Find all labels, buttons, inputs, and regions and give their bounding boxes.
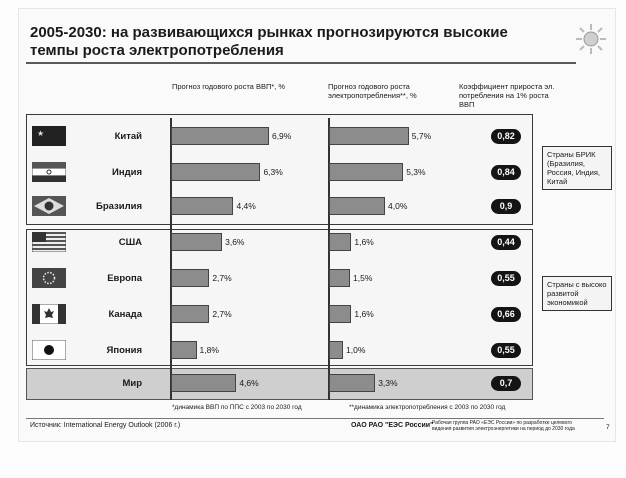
gdp-value-label: 2,7% [212,273,232,283]
sun-logo-icon [574,22,608,56]
electricity-bar [329,233,351,251]
coefficient-badge: 0,9 [491,199,521,214]
electricity-bar [329,197,385,215]
svg-text:★: ★ [37,129,45,138]
gdp-value-label: 2,7% [212,309,232,319]
flag-india-icon [32,162,66,182]
electricity-value-label: 1,6% [354,237,374,247]
title-line-2: темпы роста электропотребления [30,42,284,59]
title-line-1: 2005-2030: на развивающихся рынках прогнозируются высокие [30,24,508,41]
footer-rule [26,418,604,419]
electricity-value-label: 1,6% [354,309,374,319]
electricity-bar [329,163,403,181]
page-number: 7 [606,424,610,431]
country-label: Бразилия [95,201,142,212]
flag-japan-icon [32,340,66,360]
flag-usa-icon [32,232,66,252]
label-developed: Страны с высоко развитой экономикой [542,276,612,311]
country-label: США [118,237,142,248]
gdp-value-label: 4,6% [239,378,259,388]
electricity-value-label: 3,3% [378,378,398,388]
coefficient-badge: 0,66 [491,307,521,322]
electricity-value-label: 5,7% [411,131,432,141]
country-label: Япония [106,345,142,356]
gdp-value-label: 1,8% [199,345,219,355]
org-name: ОАО РАО "ЕЭС России" [351,422,434,429]
column-header-gdp: Прогноз годового роста ВВП*, % [172,82,286,91]
gdp-bar [171,374,236,392]
title-rule [26,62,576,64]
slide-title [30,24,550,60]
country-label: Индия [112,167,142,178]
flag-china-icon [32,126,66,146]
column-header-coefficient: Коэффициент прироста эл. потребления на 1% роста ВВП [459,82,555,109]
gdp-bar [171,127,269,145]
coefficient-badge: 0,7 [491,376,521,391]
country-label: Европа [107,273,142,284]
footnote-gdp: *динамика ВВП по ППС с 2003 по 2030 год [172,404,302,411]
column-header-electricity: Прогноз годового роста электропотребления**, % [328,82,417,100]
workgroup-note: Рабочая группа РАО «ЕЭС России» по разработке целевого видения развития электроэнергетики на период до 2030 года [432,420,575,432]
electricity-bar [329,305,351,323]
electricity-bar [329,341,343,359]
gdp-bar [171,163,260,181]
coefficient-badge: 0,82 [491,129,521,144]
gdp-bar [171,341,197,359]
source-note: Источник: International Energy Outlook (2006 г.) [30,422,181,429]
flag-canada-icon [32,304,66,324]
electricity-bar [329,374,375,392]
gdp-value-label: 6,9% [271,131,292,141]
gdp-bar [171,197,233,215]
country-label: Канада [108,309,142,320]
coefficient-badge: 0,84 [491,165,521,180]
country-label: Мир [122,378,142,389]
electricity-value-label: 5,3% [406,167,426,177]
electricity-value-label: 4,0% [388,201,408,211]
electricity-bar [329,127,409,145]
gdp-bar [171,233,222,251]
flag-europe-icon [32,268,66,288]
electricity-bar [329,269,350,287]
coefficient-badge: 0,44 [491,235,521,250]
flag-brazil-icon [32,196,66,216]
gdp-value-label: 3,6% [225,237,245,247]
coefficient-badge: 0,55 [491,343,521,358]
label-bric: Страны БРИК (Бразилия, Россия, Индия, Китай [542,146,612,190]
electricity-value-label: 1,0% [346,345,366,355]
footnote-electricity: **динамика электропотребления с 2003 по 2030 год [349,404,506,411]
country-label: Китай [114,131,142,142]
gdp-bar [171,305,209,323]
gdp-bar [171,269,209,287]
gdp-value-label: 4,4% [236,201,256,211]
gdp-value-label: 6,3% [263,167,283,177]
electricity-value-label: 1,5% [353,273,373,283]
coefficient-badge: 0,55 [491,271,521,286]
